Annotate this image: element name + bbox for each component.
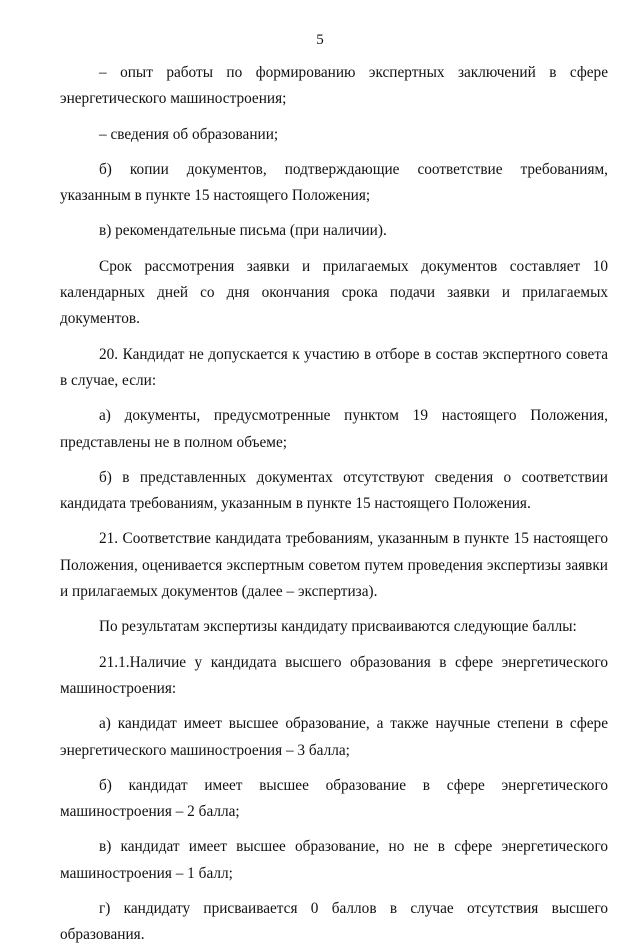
- paragraph-experience: – опыт работы по формированию экспертных заключений в сфере энергетического машиностроения;: [60, 64, 608, 108]
- paragraph-education-info: – сведения об образовании;: [99, 125, 279, 143]
- paragraph-item-20-b: б) в представленных документах отсутствуют сведения о соответствии кандидата требованиям, указанным в пункте 15 настоящего Положения.: [60, 468, 608, 513]
- paragraph-score-1: в) кандидат имеет высшее образование, но не в сфере энергетического машиностроения – 1 балл;: [60, 838, 608, 882]
- paragraph-scoring-intro: По результатам экспертизы кандидату присваиваются следующие баллы:: [99, 618, 577, 636]
- paragraph-item-20: 20. Кандидат не допускается к участию в отборе в состав экспертного совета в случае, если:: [60, 345, 608, 389]
- paragraph-score-2: б) кандидат имеет высшее образование в сфере энергетического машиностроения – 2 балла;: [60, 776, 608, 821]
- paragraph-document-copies: б) копии документов, подтверждающие соответствие требованиям, указанным в пункте 15 настоящего Положения;: [60, 160, 608, 205]
- paragraph-review-period: Срок рассмотрения заявки и прилагаемых документов составляет 10 календарных дней со дня окончания срока подачи заявки и прилагаемых документов.: [60, 257, 608, 328]
- page-number: 5: [316, 32, 324, 48]
- paragraph-score-0: г) кандидату присваивается 0 баллов в случае отсутствия высшего образования.: [60, 900, 608, 944]
- paragraph-item-21-1: 21.1.Наличие у кандидата высшего образования в сфере энергетического машиностроения:: [60, 653, 608, 697]
- document-body: [60, 60, 608, 949]
- paragraph-item-21: 21. Соответствие кандидата требованиям, указанным в пункте 15 настоящего Положения, оценивается экспертным советом путем проведения экспертизы заявки и прилагаемых документов (далее – экспертиза).: [60, 530, 608, 601]
- paragraph-score-3: а) кандидат имеет высшее образование, а также научные степени в сфере энергетического машиностроения – 3 балла;: [60, 715, 608, 759]
- paragraph-item-20-a: а) документы, предусмотренные пунктом 19 настоящего Положения, представлены не в полном объеме;: [60, 407, 608, 451]
- paragraph-recommendation-letters: в) рекомендательные письма (при наличии).: [99, 222, 387, 240]
